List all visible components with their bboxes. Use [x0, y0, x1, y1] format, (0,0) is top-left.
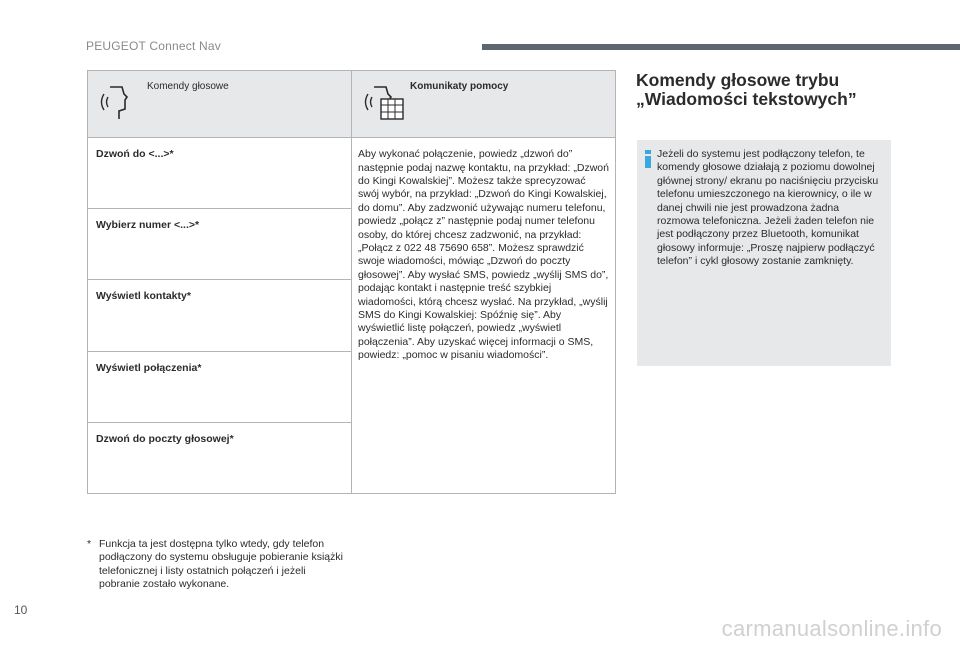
document-header-title: PEUGEOT Connect Nav — [86, 39, 221, 53]
table-header-help — [352, 71, 616, 138]
voice-commands-table — [87, 70, 616, 494]
header-bar — [482, 44, 960, 50]
commands-column-header: Komendy głosowe — [147, 81, 229, 92]
command-row: Dzwoń do poczty głosowej* — [88, 422, 352, 493]
footnote — [87, 538, 347, 592]
page-number: 10 — [14, 603, 28, 617]
command-row: Wybierz numer <...>* — [88, 209, 352, 280]
watermark: carmanualsonline.info — [721, 616, 942, 641]
voice-command-icon — [100, 85, 132, 121]
help-column-header: Komunikaty pomocy — [410, 81, 509, 92]
info-icon — [645, 150, 651, 168]
table-header-commands — [88, 71, 352, 138]
help-description: Aby wykonać połączenie, powiedz „dzwoń do” następnie podaj nazwę kontaktu, na przykład: „Dzwoń do Kingi Kowalskiej”. Możesz także sprecyzować swój wybór, na przykład: „Dzwoń do Kingi Kowalskiej, do domu”. Aby zadzwonić używając numeru telefonu, powiedz „połącz z” następnie podaj numer telefonu osoby, do której chcesz zadzwonić, na przykład: „Połącz z 022 48 75690 658”. Możesz sprawdzić swoje wiadomości, mówiąc „Dzwoń do poczty głosowej”. Aby wysłać SMS, powiedz „wyślij SMS do”, podając kontakt i następnie treść szybkiej wiadomości, którą chcesz wysłać. Na przykład, „wyślij SMS do Kingi Kowalskiej: Spóźnię się”. Aby wyświetlić listę połączeń, powiedz „wyświetl połączenia”. Aby uzyskać więcej informacji o SMS, powiedz: „pomoc w pisaniu wiadomości”. — [352, 138, 616, 494]
help-messages-icon — [364, 85, 406, 123]
footnote-marker: * — [87, 538, 92, 550]
section-title: Komendy głosowe trybu „Wiadomości tekstowych” — [636, 70, 857, 109]
footnote-text: Funkcja ta jest dostępna tylko wtedy, gdy telefon podłączony do systemu obsługuje pobieranie książki telefonicznej i listy ostatnich połączeń i jeżeli pobranie zostało wykonane. — [99, 538, 343, 591]
info-text: Jeżeli do systemu jest podłączony telefon, te komendy głosowe działają z poziomu dowolnej głównej strony/ ekranu po naciśnięciu przycisku telefonu umieszczonego na kierownicy, o ile w danej chwili nie jest prowadzona żadna rozmowa telefoniczna. Jeżeli żaden telefon nie jest podłączony przez Bluetooth, komunikat głosowy informuje: „Proszę najpierw podłączyć telefon” i cykl głosowy zostanie zamknięty. — [657, 148, 879, 268]
command-row: Dzwoń do <...>* — [88, 138, 352, 209]
command-row: Wyświetl kontakty* — [88, 280, 352, 351]
info-box — [637, 140, 891, 366]
command-row: Wyświetl połączenia* — [88, 351, 352, 422]
